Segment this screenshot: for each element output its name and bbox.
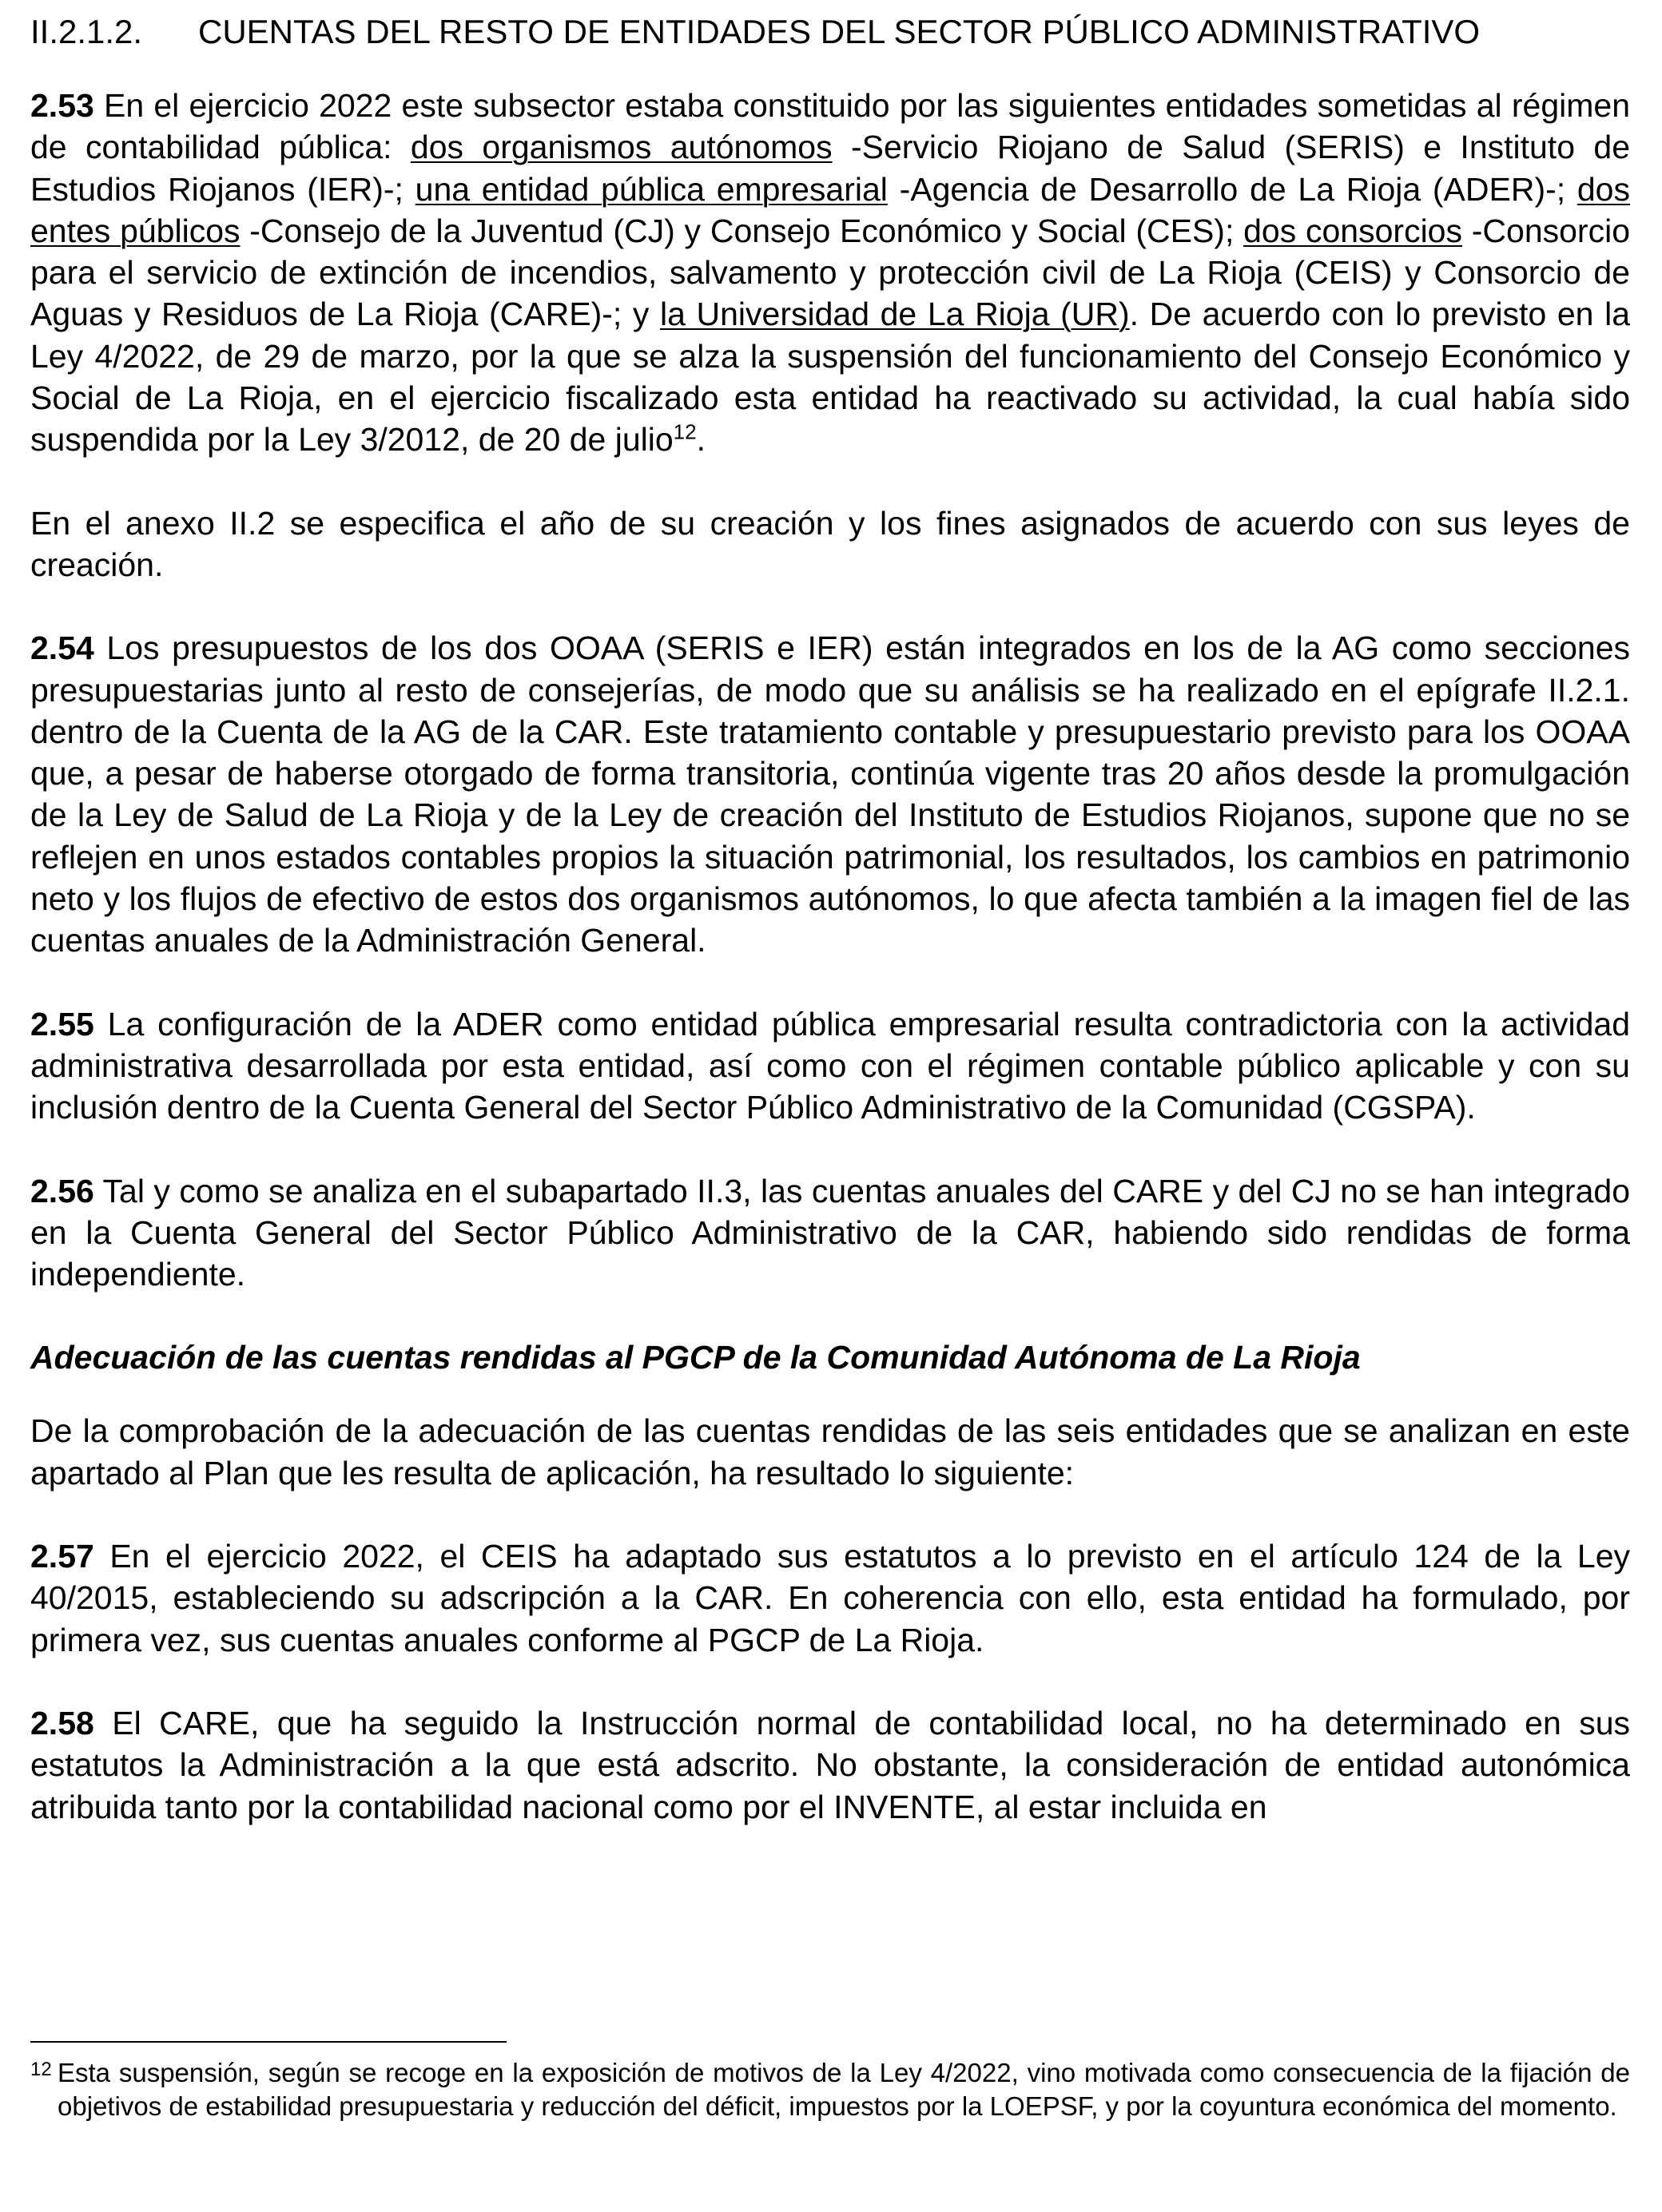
paragraph-number: 2.57 [30, 1538, 94, 1575]
underlined-term: una entidad pública empresarial [415, 170, 888, 208]
section-heading [30, 11, 1630, 53]
underlined-term: dos entes públicos [30, 170, 1630, 249]
footnote [30, 2056, 1630, 2123]
footnote-reference: 12 [673, 419, 697, 444]
paragraph-2-56: 2.56 Tal y como se analiza en el subapartado II.3, las cuentas anuales del CARE y del CJ no se han integrado en la Cuenta General del Sector Público Administrativo de la CAR, habiendo sido rendidas de forma independiente. [30, 1172, 1630, 1293]
section-title: CUENTAS DEL RESTO DE ENTIDADES DEL SECTOR PÚBLICO ADMINISTRATIVO [198, 13, 1481, 50]
section-number: II.2.1.2. [30, 13, 143, 50]
paragraph-intro: De la comprobación de la adecuación de las cuentas rendidas de las seis entidades que se analizan en este apartado al Plan que les resulta de aplicación, ha resultado lo siguiente: [30, 1412, 1630, 1491]
paragraph-number: 2.53 [30, 87, 94, 124]
paragraph-2-54: 2.54 Los presupuestos de los dos OOAA (SERIS e IER) están integrados en los de la AG como secciones presupuestarias junto al resto de consejerías, de modo que su análisis se ha realizado en el epígrafe II.2.1. dentro de la Cuenta de la AG de la CAR. Este tratamiento contable y presupuestario previsto para los OOAA que, a pesar de haberse otorgado de forma transitoria, continúa vigente tras 20 años desde la promulgación de la Ley de Salud de La Rioja y de la Ley de creación del Instituto de Estudios Riojanos, supone que no se reflejen en unos estados contables propios la situación patrimonial, los resultados, los cambios en patrimonio neto y los flujos de efectivo de estos dos organismos autónomos, lo que afecta también a la imagen fiel de las cuentas anuales de la Administración General. [30, 629, 1630, 959]
underlined-term: dos organismos autónomos [410, 129, 833, 166]
paragraph-number: 2.55 [30, 1005, 94, 1042]
paragraph-annex: En el anexo II.2 se especifica el año de su creación y los fines asignados de acuerdo con sus leyes de creación. [30, 504, 1630, 583]
footnote-text: Esta suspensión, según se recoge en la exposición de motivos de la Ley 4/2022, vino motivada como consecuencia de la fijación de objetivos de estabilidad presupuestaria y reducción del déficit, impuestos por la LOEPSF, y por la coyuntura económica del momento. [58, 2058, 1630, 2121]
footnote-divider [30, 2041, 507, 2043]
underlined-term: dos consorcios [1243, 212, 1462, 249]
paragraph-number: 2.54 [30, 629, 94, 667]
paragraph-number: 2.56 [30, 1172, 94, 1209]
paragraph-2-53: 2.53 En el ejercicio 2022 este subsector estaba constituido por las siguientes entidades sometidas al régimen de contabilidad pública: dos organismos autónomos -Servicio Riojano de Salud (SERIS) e Instituto de Estudios Riojanos (IER)-; una entidad pública empresarial -Agencia de Desarrollo de La Rioja (ADER)-; dos entes públicos -Consejo de la Juventud (CJ) y Consejo Económico y Social (CES); dos consorcios -Consorcio para el servicio de extinción de incendios, salvamento y protección civil de La Rioja (CEIS) y Consorcio de Aguas y Residuos de La Rioja (CARE)-; y la Universidad de La Rioja (UR). De acuerdo con lo previsto en la Ley 4/2022, de 29 de marzo, por la que se alza la suspensión del funcionamiento del Consejo Económico y Social de La Rioja, en el ejercicio fiscalizado esta entidad ha reactivado su actividad, la cual había sido suspendida por la Ley 3/2012, de 20 de julio$^{12}$. [30, 87, 1630, 459]
underlined-term: la Universidad de La Rioja (UR) [660, 296, 1130, 333]
paragraph-2-55: 2.55 La configuración de la ADER como entidad pública empresarial resulta contradictoria con la actividad administrativa desarrollada por esta entidad, así como con el régimen contable público aplicable y con su inclusión dentro de la Cuenta General del Sector Público Administrativo de la Comunidad (CGSPA). [30, 1005, 1630, 1126]
paragraph-number: 2.58 [30, 1704, 94, 1741]
paragraph-2-58: 2.58 El CARE, que ha seguido la Instrucción normal de contabilidad local, no ha determinado en sus estatutos la Administración a la que está adscrito. No obstante, la consideración de entidad autonómica atribuida tanto por la contabilidad nacional como por el INVENTE, al estar incluida en [30, 1704, 1630, 1825]
subsection-title: Adecuación de las cuentas rendidas al PGCP de la Comunidad Autónoma de La Rioja [30, 1339, 1361, 1376]
paragraph-2-57: 2.57 En el ejercicio 2022, el CEIS ha adaptado sus estatutos a lo previsto en el artículo 124 de la Ley 40/2015, estableciendo su adscripción a la CAR. En coherencia con ello, esta entidad ha formulado, por primera vez, sus cuentas anuales conforme al PGCP de La Rioja. [30, 1538, 1630, 1658]
footnote-mark: 12 [30, 2059, 52, 2080]
